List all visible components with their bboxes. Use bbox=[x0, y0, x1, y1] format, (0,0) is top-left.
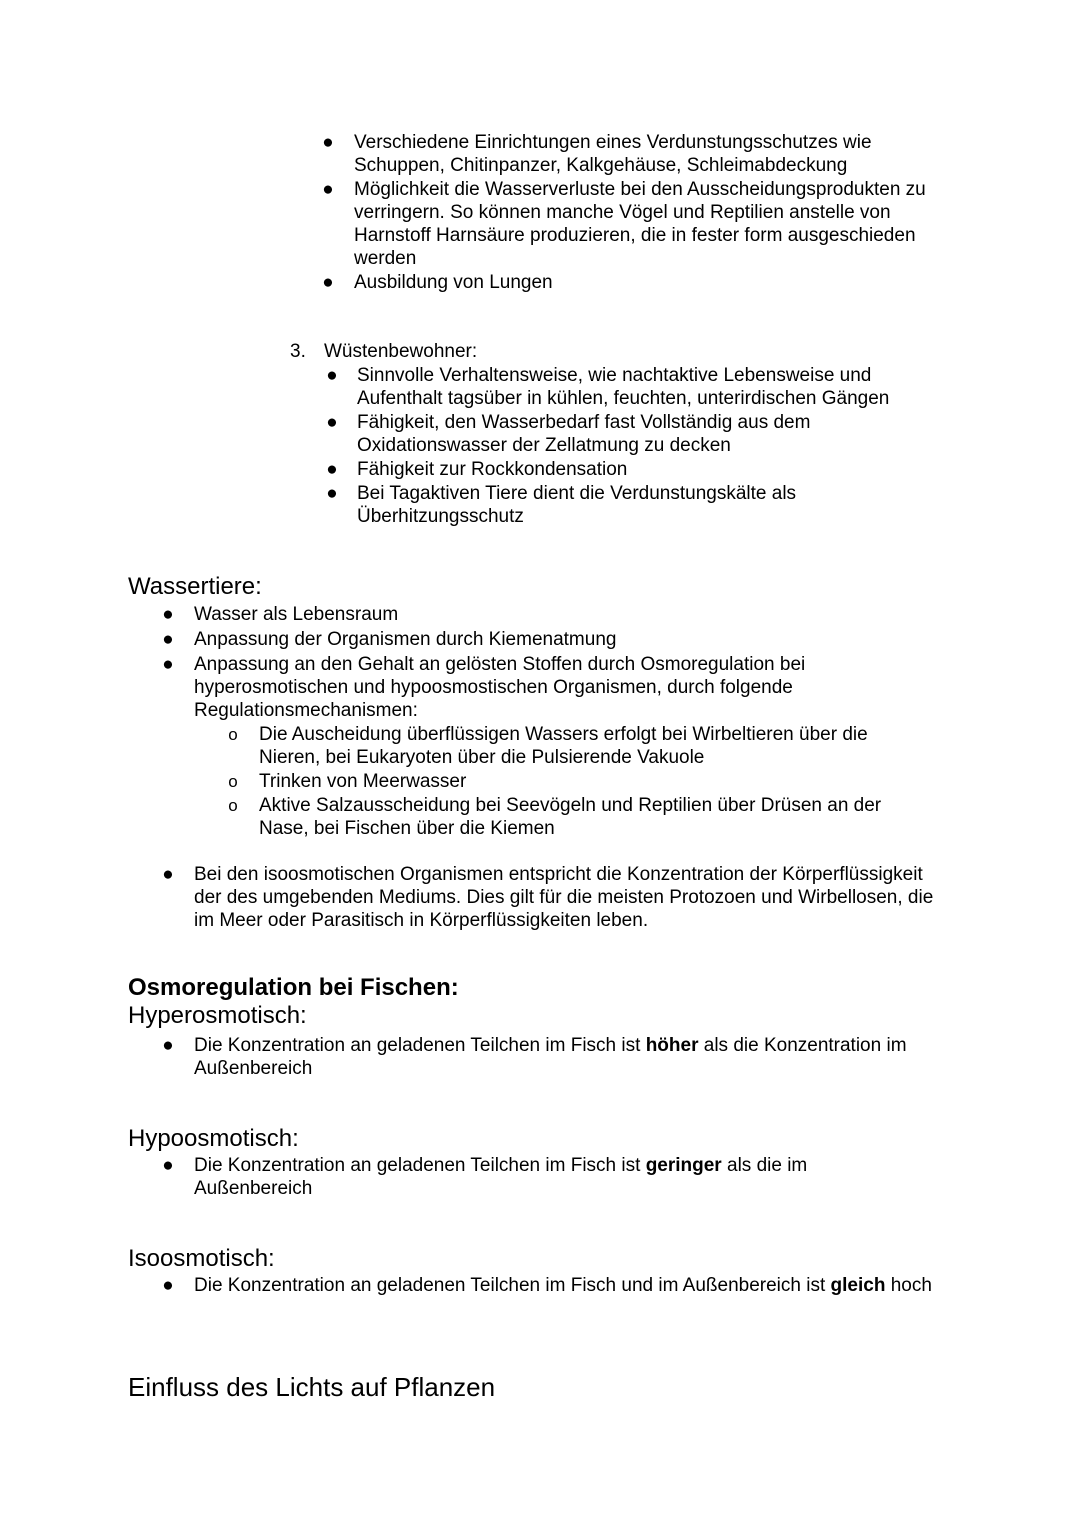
list-item: ● Ausbildung von Lungen bbox=[318, 271, 958, 294]
hypo-list bbox=[158, 1154, 858, 1200]
hypo-label: Hypoosmotisch: bbox=[128, 1125, 299, 1152]
bullet-icon: ● bbox=[162, 604, 174, 625]
bullet-icon: ● bbox=[322, 179, 334, 200]
top-bullet-list bbox=[318, 131, 958, 294]
osmo-heading: Osmoregulation bei Fischen: bbox=[128, 974, 459, 1001]
hyper-list bbox=[158, 1034, 958, 1080]
bullet-icon: ● bbox=[326, 459, 338, 480]
bullet-icon: ● bbox=[162, 629, 174, 650]
list-item: ● Fähigkeit zur Rockkondensation bbox=[322, 458, 950, 481]
list-item: ● Die Konzentration an geladenen Teilchen im Fisch ist geringer als die im Außenbereich bbox=[158, 1154, 858, 1200]
desert-section bbox=[290, 340, 950, 528]
list-item: ● Anpassung der Organismen durch Kiemenatmung bbox=[158, 628, 958, 651]
hyper-label: Hyperosmotisch: bbox=[128, 1002, 307, 1029]
light-heading: Einfluss des Lichts auf Pflanzen bbox=[128, 1372, 496, 1402]
water-list bbox=[158, 603, 958, 932]
list-item: ● Bei den isoosmotischen Organismen entspricht die Konzentration der Körperflüssigkeit der des umgebenden Mediums. Dies gilt für die meisten Protozoen und Wirbellosen, die im Meer oder Parasitisch in Körperflüssigkeiten leben. bbox=[158, 863, 948, 932]
circle-bullet-icon: o bbox=[228, 796, 238, 815]
list-item: ● Möglichkeit die Wasserverluste bei den Ausscheidungsprodukten zu verringern. So können manche Vögel und Reptilien anstelle von Harnstoff Harnsäure produzieren, die in fester form ausgeschieden werden bbox=[318, 178, 958, 270]
bullet-icon: ● bbox=[162, 1275, 174, 1296]
bullet-icon: ● bbox=[322, 132, 334, 153]
iso-list bbox=[158, 1274, 948, 1297]
list-item: ● Die Konzentration an geladenen Teilchen im Fisch ist höher als die Konzentration im Außenbereich bbox=[158, 1034, 958, 1080]
bullet-icon: ● bbox=[326, 483, 338, 504]
list-item: o Aktive Salzausscheidung bei Seevögeln und Reptilien über Drüsen an der Nase, bei Fischen über die Kiemen bbox=[223, 794, 903, 840]
list-item: ● Bei Tagaktiven Tiere dient die Verdunstungskälte als Überhitzungsschutz bbox=[322, 482, 950, 528]
desert-title: 3. Wüstenbewohner: bbox=[290, 341, 478, 362]
list-item: ● Die Konzentration an geladenen Teilchen im Fisch und im Außenbereich ist gleich hoch bbox=[158, 1274, 948, 1297]
water-heading: Wassertiere: bbox=[128, 573, 262, 600]
bullet-icon: ● bbox=[162, 654, 174, 675]
bullet-icon: ● bbox=[326, 412, 338, 433]
list-item: ● Fähigkeit, den Wasserbedarf fast Vollständig aus dem Oxidationswasser der Zellatmung zu decken bbox=[322, 411, 950, 457]
list-item: ● Anpassung an den Gehalt an gelösten Stoffen durch Osmoregulation bei hyperosmotischen und hypoosmostischen Organismen, durch folgende Regulationsmechanismen: bbox=[158, 653, 854, 722]
bullet-icon: ● bbox=[322, 272, 334, 293]
list-item: o Die Auscheidung überflüssigen Wassers erfolgt bei Wirbeltieren über die Nieren, bei Eukaryoten über die Pulsierende Vakuole bbox=[223, 723, 903, 769]
list-item: o Trinken von Meerwasser bbox=[223, 770, 903, 793]
circle-bullet-icon: o bbox=[228, 772, 238, 791]
bullet-icon: ● bbox=[162, 864, 174, 885]
iso-label: Isoosmotisch: bbox=[128, 1245, 275, 1272]
bullet-icon: ● bbox=[162, 1155, 174, 1176]
list-item: ● Sinnvolle Verhaltensweise, wie nachtaktive Lebensweise und Aufenthalt tagsüber in kühlen, feuchten, unterirdischen Gängen bbox=[322, 364, 950, 410]
list-item: ● Wasser als Lebensraum bbox=[158, 603, 958, 626]
bullet-icon: ● bbox=[162, 1035, 174, 1056]
circle-bullet-icon: o bbox=[228, 725, 238, 744]
bullet-icon: ● bbox=[326, 365, 338, 386]
list-item: ● Verschiedene Einrichtungen eines Verdunstungsschutzes wie Schuppen, Chitinpanzer, Kalkgehäuse, Schleimabdeckung bbox=[318, 131, 958, 177]
